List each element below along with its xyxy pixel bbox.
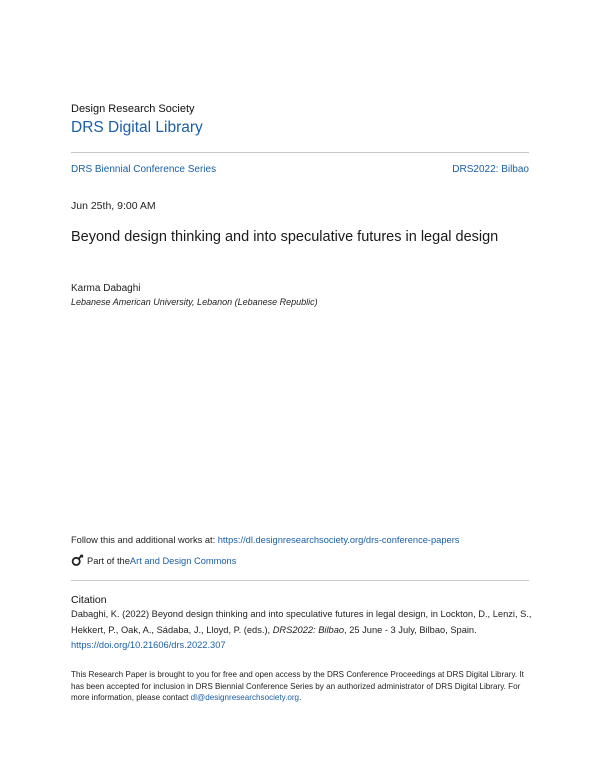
access-notice (71, 669, 533, 704)
citation-proceedings: DRS2022: Bilbao (272, 624, 345, 635)
author-affiliation: Lebanese American University, Lebanon (Lebanese Republic) (71, 297, 318, 307)
open-access-icon (71, 554, 84, 567)
event-link[interactable]: DRS2022: Bilbao (452, 164, 529, 175)
citation-end: , 25 June - 3 July, Bilbao, Spain. (344, 624, 477, 635)
citation-text (71, 607, 533, 654)
paper-title: Beyond design thinking and into speculative futures in legal design (71, 229, 499, 245)
session-date: Jun 25th, 9:00 AM (71, 200, 156, 212)
contact-email-link[interactable]: dl@designresearchsociety.org (190, 693, 300, 702)
library-link[interactable]: DRS Digital Library (71, 119, 203, 136)
commons-link[interactable]: Art and Design Commons (129, 555, 237, 566)
divider-bottom (71, 580, 529, 581)
society-name: Design Research Society (71, 103, 195, 115)
follow-line (71, 535, 459, 545)
follow-prefix: Follow this and additional works at: (71, 535, 218, 545)
part-of-prefix: Part of the (87, 555, 130, 566)
author-name: Karma Dabaghi (71, 283, 141, 294)
citation-main: Dabaghi, K. (2022) Beyond design thinking and into speculative futures in legal design, in Lockton, D., Lenzi, S., Hekkert, P., Oak, A., Sádaba, J., Lloyd, P. (eds.), (71, 609, 532, 635)
part-of-line (71, 554, 236, 567)
citation-heading: Citation (71, 594, 107, 606)
doi-link[interactable]: https://doi.org/10.21606/drs.2022.307 (71, 640, 226, 650)
notice-text: This Research Paper is brought to you for free and open access by the DRS Conference Proceedings at DRS Digital Library. It has been accepted for inclusion in DRS Biennial Conference Series by an authorized administrator of DRS Digital Library. For more information, please contact (71, 670, 524, 702)
notice-end: . (299, 693, 302, 702)
collection-link[interactable]: https://dl.designresearchsociety.org/drs-conference-papers (217, 535, 460, 545)
series-link[interactable]: DRS Biennial Conference Series (71, 164, 217, 175)
divider-top (71, 152, 529, 153)
